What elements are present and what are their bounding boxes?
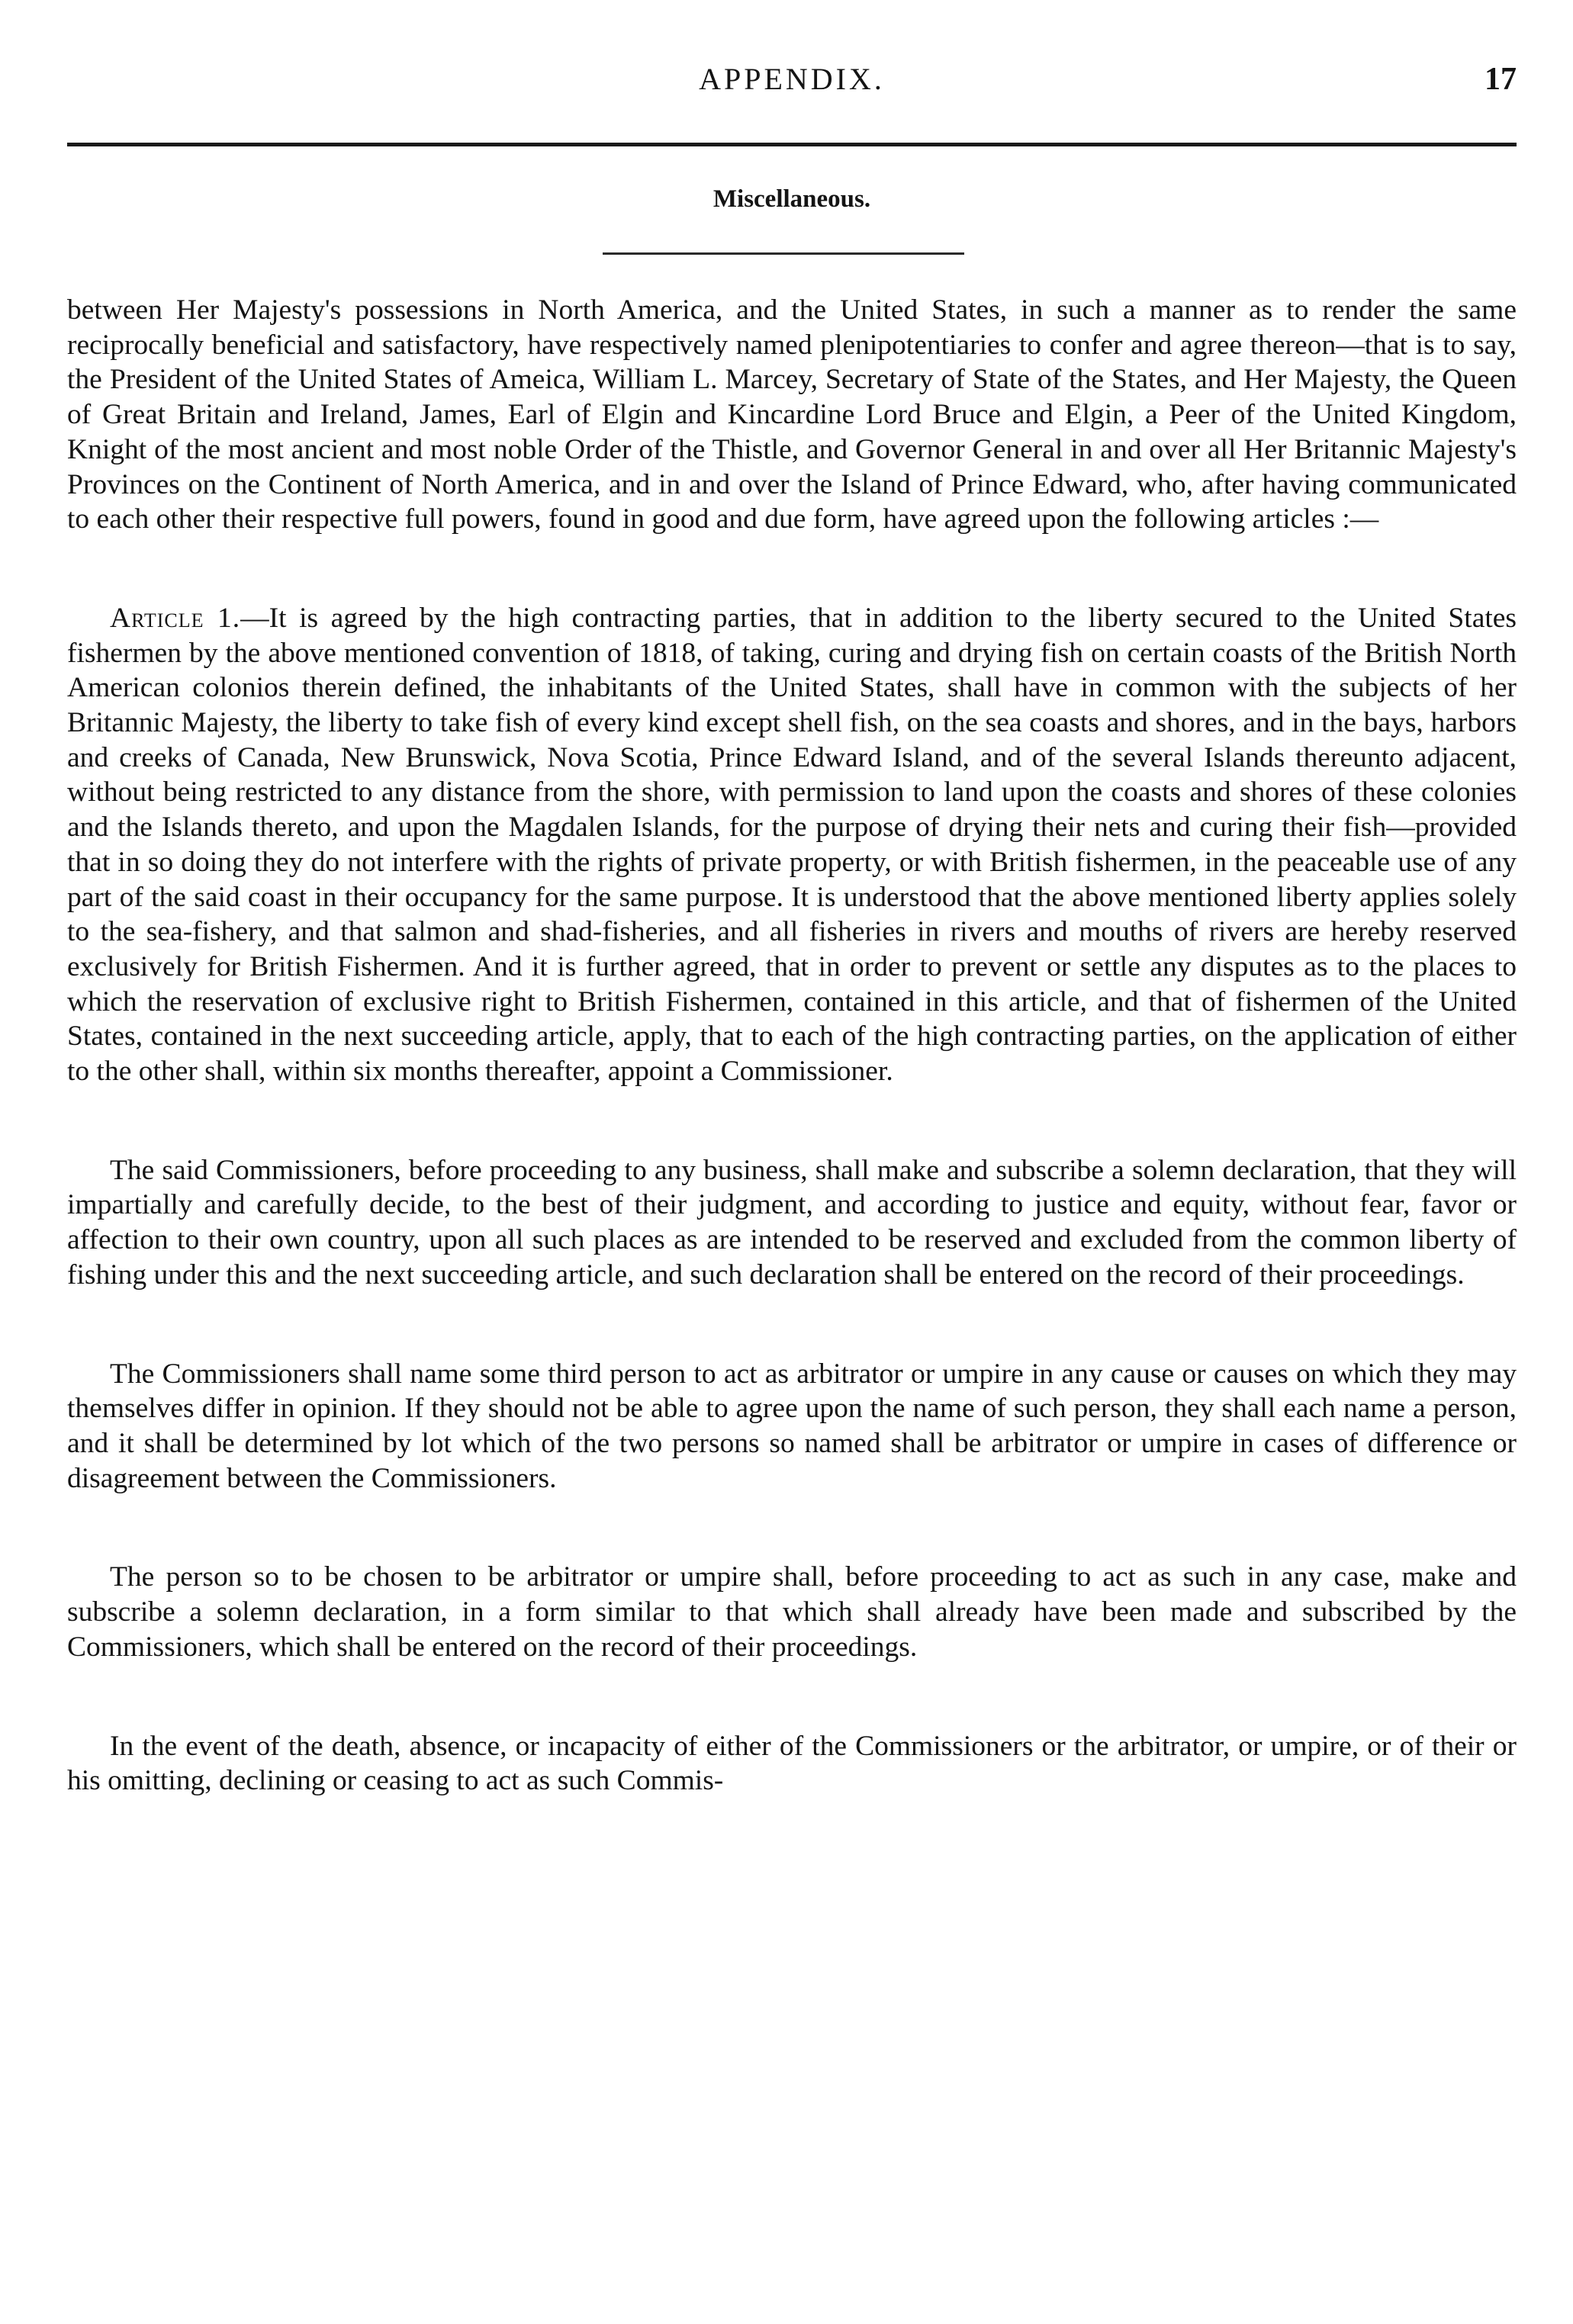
header-rule <box>67 143 1517 146</box>
article-1-text: —It is agreed by the high contracting parties, that in addition to the liberty secured to the United States fishermen by the above mentioned convention of 1818, of taking, curing and drying fish on certain coasts of the British North American colonios therein defined, the inhabitants of the United States, shall have in common with the subjects of her Britannic Majesty, the liberty to take fish of every kind except shell fish, on the sea coasts and shores, and in the bays, harbors and creeks of Canada, New Brunswick, Nova Scotia, Prince Edward Island, and of the several Islands thereunto adjacent, without being restricted to any distance from the shore, with permission to land upon the coasts and shores of these colonies and the Islands thereto, and upon the Magdalen Islands, for the purpose of drying their nets and curing their fish—provided that in so doing they do not interfere with the rights of private property, or with British fishermen, in the peaceable use of any part of the said coast in their occupancy for the same purpose. It is understood that the above mentioned liberty applies solely to the sea-fishery, and that salmon and shad-fisheries, and all fisheries in rivers and mouths of rivers are hereby reserved exclusively for British Fishermen. And it is further agreed, that in order to prevent or settle any disputes as to the places to which the reservation of exclusive right to British Fishermen, contained in this article, and that of fishermen of the United States, contained in the next succeeding article, apply, that to each of the high contracting parties, on the application of either to the other shall, within six months thereafter, appoint a Commissioner. <box>67 602 1517 1088</box>
paragraph-article-1 <box>67 601 1517 1089</box>
running-title: APPENDIX. <box>699 62 885 96</box>
paragraph-3: The said Commissioners, before proceeding to any business, shall make and subscribe a solemn declaration, that they will impartially and carefully decide, to the best of their judgment, and according to justice and equity, without fear, favor or affection to their own country, upon all such places as are intended to be reserved and excluded from the common liberty of fishing under this and the next succeeding article, and such declaration shall be entered on the record of their proceedings. <box>67 1154 1517 1291</box>
paragraph-1: between Her Majesty's possessions in North America, and the United States, in such a manner as to render the same reciprocally beneficial and satisfactory, have respectively named plenipotentiaries to confer and agree thereon—that is to say, the President of the United States of Ameica, William L. Marcey, Secretary of State of the States, and Her Majesty, the Queen of Great Britain and Ireland, James, Earl of Elgin and Kincardine Lord Bruce and Elgin, a Peer of the United Kingdom, Knight of the most ancient and most noble Order of the Thistle, and Governor General in and over all Her Britannic Majesty's Provinces on the Continent of North America, and in and over the Island of Prince Edward, who, after having communicated to each other their respective full powers, found in good and due form, have agreed upon the following articles :— <box>67 294 1517 535</box>
paragraph-4: The Commissioners shall name some third person to act as arbitrator or umpire in any cause or causes on which they may themselves differ in opinion. If they should not be able to agree upon the name of such person, they shall each name a person, and it shall be determined by lot which of the two persons so named shall be arbitrator or umpire in cases of difference or disagreement between the Commissioners. <box>67 1358 1517 1494</box>
section-divider <box>603 252 964 255</box>
body-text <box>67 293 1517 1863</box>
running-header <box>67 55 1517 104</box>
article-1-label: Article 1. <box>110 602 241 634</box>
paragraph-6: In the event of the death, absence, or incapacity of either of the Commissioners or the arbitrator, or umpire, or of their or his omitting, declining or ceasing to act as such Commis- <box>67 1730 1517 1797</box>
section-title: Miscellaneous. <box>713 185 871 213</box>
page-number: 17 <box>1485 62 1517 97</box>
paragraph-5: The person so to be chosen to be arbitrator or umpire shall, before proceeding to act as such in any case, make and subscribe a solemn declaration, in a form similar to that which shall already have been made and subscribed by the Commissioners, which shall be entered on the record of their proceedings. <box>67 1561 1517 1663</box>
